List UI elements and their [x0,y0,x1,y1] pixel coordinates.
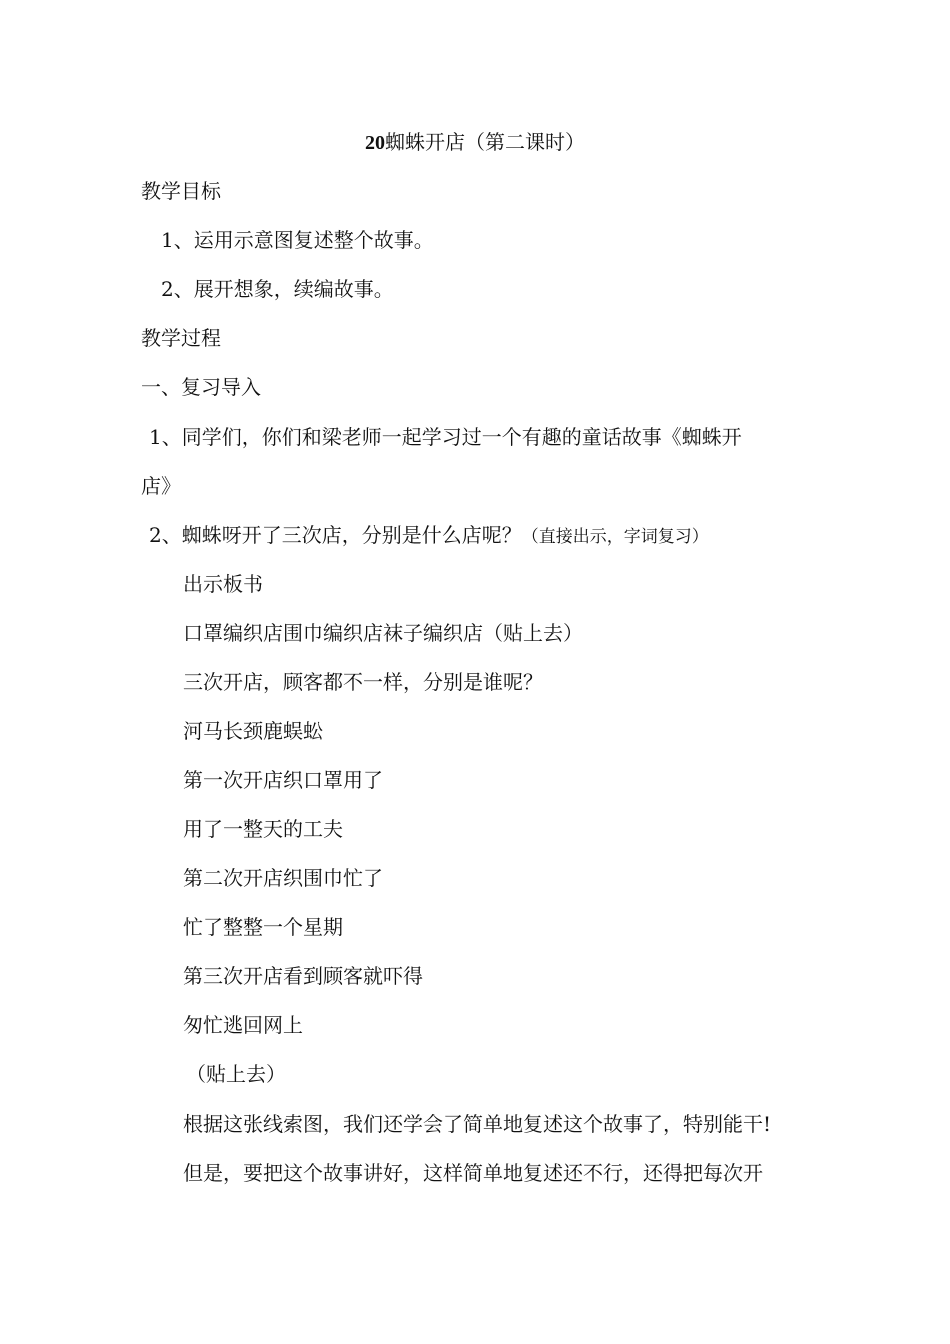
question-note: （直接出示，字词复习） [521,527,709,547]
board-line-note: （贴上去） [186,1062,286,1086]
board-line-customers: 河马长颈鹿蜈蚣 [183,719,323,743]
paragraph-intro: 1、同学们，你们和梁老师一起学习过一个有趣的童话故事《蜘蛛开 [149,425,742,449]
board-line-second-time: 忙了整整一个星期 [183,915,343,939]
page-title [0,128,950,157]
lesson-title: 蜘蛛开店（第二课时） [385,130,585,154]
board-line-third-result: 匆忙逃回网上 [183,1013,303,1037]
goal-item-2: 2、展开想象，续编故事。 [161,277,394,301]
board-line-first-shop: 第一次开店织口罩用了 [183,768,383,792]
step-heading-review: 一、复习导入 [141,375,261,399]
section-heading-goals: 教学目标 [141,179,221,203]
question-text: 2、蜘蛛呀开了三次店，分别是什么店呢？ [149,523,522,547]
board-line-third-shop: 第三次开店看到顾客就吓得 [183,964,423,988]
board-line-customers-question: 三次开店，顾客都不一样，分别是谁呢？ [183,670,543,694]
board-heading: 出示板书 [183,572,263,596]
paragraph-summary: 根据这张线索图，我们还学会了简单地复述这个故事了，特别能干! [183,1112,772,1136]
paragraph-transition: 但是，要把这个故事讲好，这样简单地复述还不行，还得把每次开 [183,1161,763,1185]
goal-item-1: 1、运用示意图复述整个故事。 [161,228,434,252]
section-heading-process: 教学过程 [141,326,221,350]
paragraph-intro-continued: 店》 [141,474,181,498]
lesson-number: 20 [365,132,385,154]
board-line-second-shop: 第二次开店织围巾忙了 [183,866,383,890]
paragraph-question [149,521,709,551]
board-line-first-time: 用了一整天的工夫 [183,817,343,841]
board-line-shops: 口罩编织店围巾编织店袜子编织店（贴上去） [183,621,583,645]
